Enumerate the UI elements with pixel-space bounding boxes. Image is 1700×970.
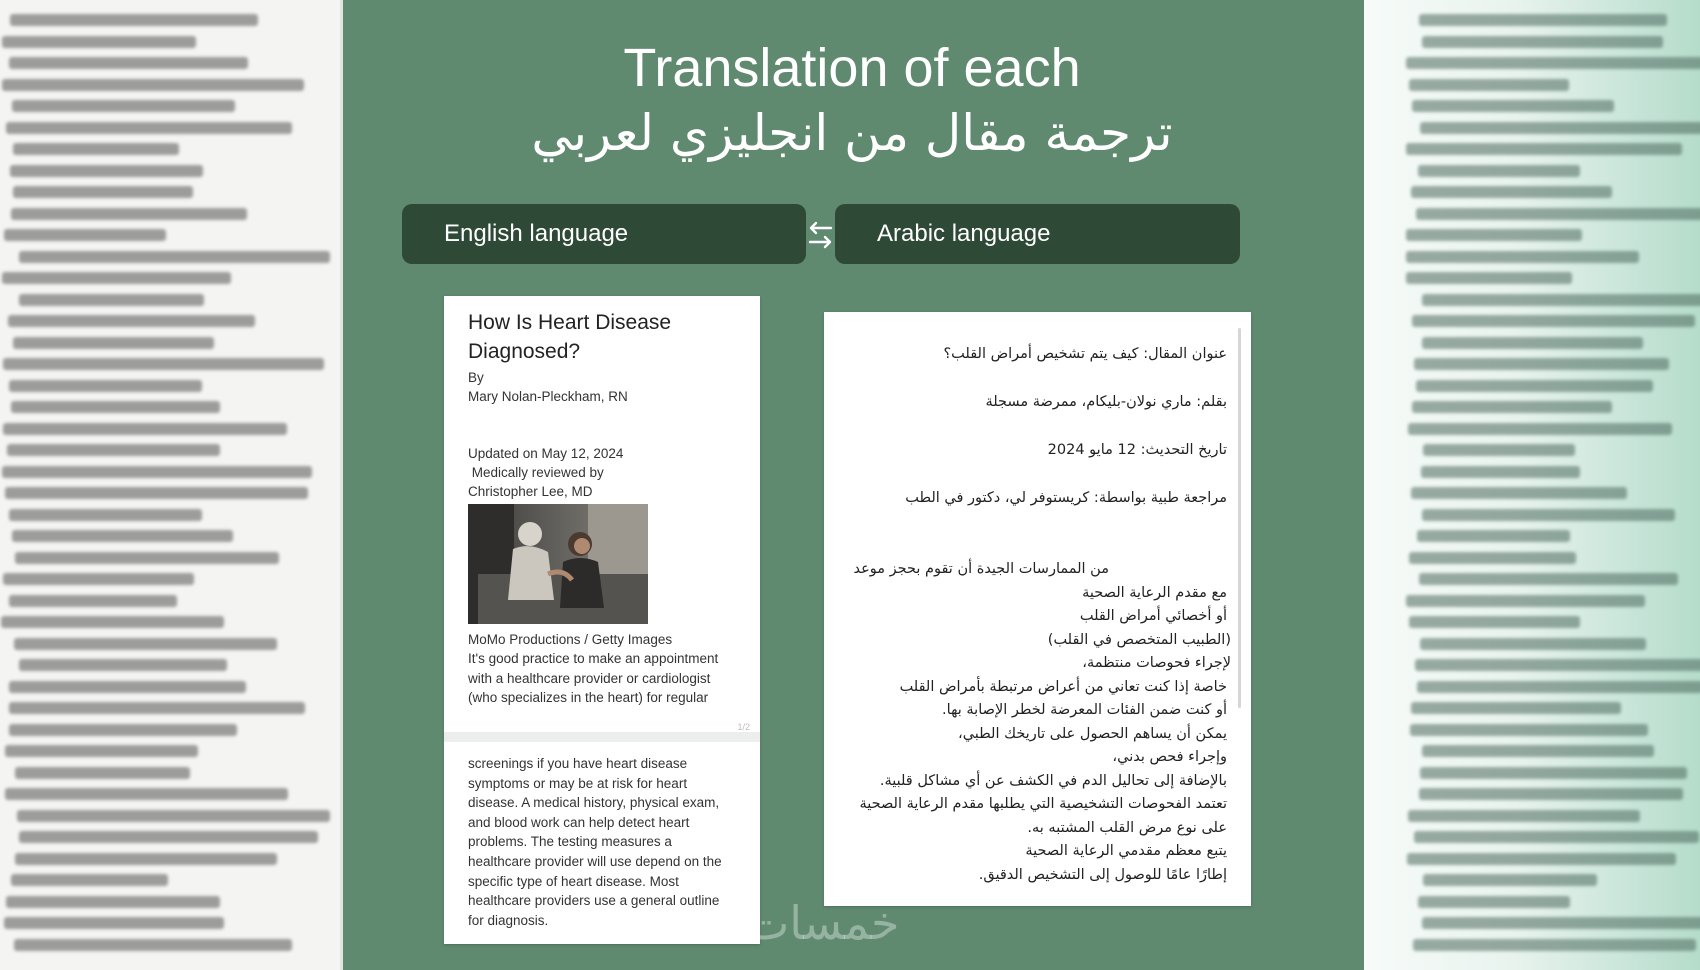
- blurred-text-line: [1420, 122, 1700, 134]
- english-page-1: [444, 296, 760, 732]
- paragraph-line: with a healthcare provider or cardiologist: [468, 670, 711, 686]
- blurred-text-line: [13, 337, 214, 349]
- blurred-text-line: [9, 724, 237, 736]
- blurred-text-line: [2, 466, 312, 478]
- blurred-text-line: [1416, 380, 1653, 392]
- blurred-text-line: [1419, 573, 1678, 585]
- arabic-title-line: عنوان المقال: كيف يتم تشخيص أمراض القلب؟: [943, 346, 1227, 362]
- arabic-body-line: مع مقدم الرعاية الصحية: [1082, 584, 1227, 601]
- blurred-text-line: [15, 767, 190, 779]
- article-heading: How Is Heart Disease Diagnosed?: [468, 311, 672, 363]
- blurred-text-line: [8, 315, 255, 327]
- blurred-text-line: [1423, 444, 1575, 456]
- blurred-text-line: [9, 702, 305, 714]
- blurred-text-line: [2, 272, 231, 284]
- blurred-text-line: [13, 143, 179, 155]
- blurred-text-line: [19, 251, 330, 263]
- arabic-body: [839, 558, 1239, 887]
- english-paragraph-part2: [468, 754, 746, 930]
- paragraph-line: healthcare providers use a general outline: [468, 893, 720, 909]
- blurred-text-line: [1412, 401, 1612, 413]
- article-photo: [468, 504, 648, 624]
- english-page-2: [444, 742, 760, 944]
- blurred-text-line: [1422, 36, 1663, 48]
- blurred-text-line: [2, 36, 196, 48]
- english-paragraph-part1: [468, 649, 746, 708]
- blurred-text-line: [11, 208, 247, 220]
- blurred-text-line: [1419, 14, 1667, 26]
- paragraph-line: (who specializes in the heart) for regular: [468, 690, 709, 706]
- blurred-text-line: [1413, 939, 1696, 951]
- blurred-text-line: [1418, 896, 1570, 908]
- paragraph-line: and blood work can help detect heart: [468, 814, 690, 830]
- blurred-text-line: [1406, 595, 1645, 607]
- blurred-text-line: [11, 401, 220, 413]
- arabic-body-line: إطارًا عامًا للوصول إلى التشخيص الدقيق.: [978, 866, 1227, 883]
- blurred-text-line: [1406, 143, 1682, 155]
- blurred-text-line: [1418, 165, 1580, 177]
- blurred-text-line: [13, 186, 193, 198]
- blurred-text-line: [1411, 702, 1621, 714]
- blurred-text-line: [1407, 853, 1676, 865]
- page-indicator: 1/2: [737, 722, 750, 732]
- blurred-text-line: [5, 487, 308, 499]
- arabic-updated-line: تاريخ التحديث: 12 مايو 2024: [1047, 442, 1227, 458]
- blurred-text-line: [1419, 788, 1683, 800]
- blurred-text-line: [3, 423, 287, 435]
- blurred-text-line: [1412, 315, 1695, 327]
- blurred-text-line: [1410, 724, 1648, 736]
- blurred-text-line: [1406, 251, 1639, 263]
- arabic-body-line: أو أخصائي أمراض القلب: [1079, 608, 1227, 624]
- blurred-text-line: [1417, 681, 1700, 693]
- blurred-text-line: [1422, 745, 1654, 757]
- blurred-text-line: [12, 100, 235, 112]
- blurred-text-line: [14, 638, 277, 650]
- blurred-text-line: [3, 573, 194, 585]
- banner-title: [340, 36, 1364, 166]
- blurred-text-line: [19, 659, 227, 671]
- blurred-text-line: [14, 939, 292, 951]
- arabic-body-line: يتبع معظم مقدمي الرعاية الصحية: [1025, 843, 1227, 859]
- blurred-text-line: [7, 444, 220, 456]
- blurred-text-line: [1, 616, 224, 628]
- blurred-text-line: [1408, 423, 1672, 435]
- page-separator: [444, 732, 760, 742]
- author-name: Mary Nolan-Pleckham, RN: [468, 389, 628, 404]
- paragraph-line: for diagnosis.: [468, 912, 549, 928]
- blurred-text-line: [1406, 229, 1582, 241]
- blurred-text-line: [1420, 767, 1687, 779]
- blurred-text-line: [11, 874, 168, 886]
- blurred-text-line: [6, 122, 292, 134]
- watermark-logo: خمسات: [746, 896, 900, 950]
- blurred-text-line: [2, 79, 304, 91]
- blurred-text-line: [1421, 466, 1580, 478]
- target-language-button[interactable]: Arabic language: [835, 204, 1240, 264]
- title-english: Translation of each: [623, 38, 1081, 98]
- arabic-body-line: خاصة إذا كنت تعاني من أعراض مرتبطة بأمراض القلب: [899, 678, 1227, 695]
- english-article-document: [444, 296, 760, 944]
- arabic-body-line: تعتمد الفحوصات التشخيصية التي يطلبها مقدم الرعاية الصحية: [859, 796, 1227, 812]
- arabic-body-line: وإجراء فحص بدني،: [1112, 749, 1227, 765]
- paragraph-line: specific type of heart disease. Most: [468, 873, 679, 889]
- blurred-text-line: [1412, 100, 1614, 112]
- blurred-text-line: [15, 853, 277, 865]
- blurred-text-line: [1414, 831, 1699, 843]
- right-blurred-document: [1364, 0, 1700, 970]
- blurred-text-line: [9, 380, 202, 392]
- blurred-text-line: [1423, 874, 1597, 886]
- blurred-text-line: [1409, 616, 1580, 628]
- paragraph-line: problems. The testing measures a: [468, 834, 672, 850]
- blurred-text-line: [1422, 509, 1675, 521]
- blurred-text-line: [9, 595, 177, 607]
- arabic-reviewed-line: مراجعة طبية بواسطة: كريستوفر لي، دكتور في الطب: [905, 490, 1227, 506]
- blurred-text-line: [5, 745, 198, 757]
- paragraph-line: disease. A medical history, physical exam,: [468, 795, 720, 811]
- blurred-text-line: [1422, 294, 1700, 306]
- blurred-text-line: [1411, 186, 1612, 198]
- arabic-body-line: على نوع مرض القلب المشتبه به.: [1027, 819, 1227, 836]
- arabic-body-line: بالإضافة إلى تحاليل الدم في الكشف عن أي مشاكل قلبية.: [879, 772, 1227, 789]
- blurred-text-line: [1422, 337, 1643, 349]
- blurred-text-line: [1415, 659, 1700, 671]
- blurred-text-line: [1406, 272, 1572, 284]
- arabic-author-line: بقلم: ماري نولان-بليكام، ممرضة مسجلة: [985, 394, 1227, 410]
- paragraph-line: It's good practice to make an appointment: [468, 651, 719, 666]
- blurred-text-line: [12, 530, 233, 542]
- blurred-text-line: [9, 681, 246, 693]
- blurred-text-line: [15, 552, 279, 564]
- blurred-text-line: [6, 896, 220, 908]
- title-arabic: ترجمة مقال من انجليزي لعربي: [531, 104, 1173, 162]
- blurred-text-line: [1408, 810, 1640, 822]
- source-language-button[interactable]: English language: [402, 204, 806, 264]
- arabic-body-line: أو كنت ضمن الفئات المعرضة لخطر الإصابة بها.: [942, 702, 1227, 718]
- blurred-text-line: [3, 358, 324, 370]
- arabic-body-line: (الطبيب المتخصص في القلب): [1047, 631, 1231, 648]
- blurred-text-line: [1409, 79, 1569, 91]
- by-label: By: [468, 370, 484, 385]
- blurred-text-line: [1422, 917, 1700, 929]
- blurred-text-line: [4, 917, 224, 929]
- swap-arrows-icon[interactable]: [806, 217, 835, 253]
- blurred-text-line: [1409, 552, 1576, 564]
- blurred-text-line: [1406, 57, 1700, 69]
- blurred-text-line: [1414, 358, 1669, 370]
- arabic-translation-document: [824, 312, 1251, 906]
- blurred-text-line: [10, 165, 203, 177]
- blurred-text-line: [19, 831, 318, 843]
- paragraph-line: screenings if you have heart disease: [468, 756, 688, 771]
- blurred-text-line: [1417, 530, 1570, 542]
- blurred-text-line: [17, 810, 330, 822]
- paragraph-line: symptoms or may be at risk for heart: [468, 775, 688, 791]
- arabic-body-line: من الممارسات الجيدة أن تقوم بحجز موعد: [853, 561, 1109, 577]
- left-blurred-document: [0, 0, 343, 970]
- blurred-text-line: [1416, 208, 1700, 220]
- photo-credit: MoMo Productions / Getty Images: [468, 632, 673, 647]
- arabic-body-line: يمكن أن يساهم الحصول على تاريخك الطبي،: [958, 725, 1227, 742]
- blurred-text-line: [4, 229, 166, 241]
- blurred-text-line: [5, 788, 288, 800]
- blurred-text-line: [10, 14, 258, 26]
- blurred-text-line: [1411, 487, 1627, 499]
- blurred-text-line: [1420, 638, 1646, 650]
- arabic-body-line: لإجراء فحوصات منتظمة،: [1082, 655, 1231, 671]
- reviewer-name: Christopher Lee, MD: [468, 484, 593, 499]
- blurred-text-line: [19, 294, 204, 306]
- updated-date: Updated on May 12, 2024: [468, 446, 624, 461]
- blurred-text-line: [9, 509, 202, 521]
- reviewed-label: Medically reviewed by: [468, 465, 604, 480]
- paragraph-line: healthcare provider will use depend on the: [468, 853, 722, 869]
- blurred-text-line: [9, 57, 248, 69]
